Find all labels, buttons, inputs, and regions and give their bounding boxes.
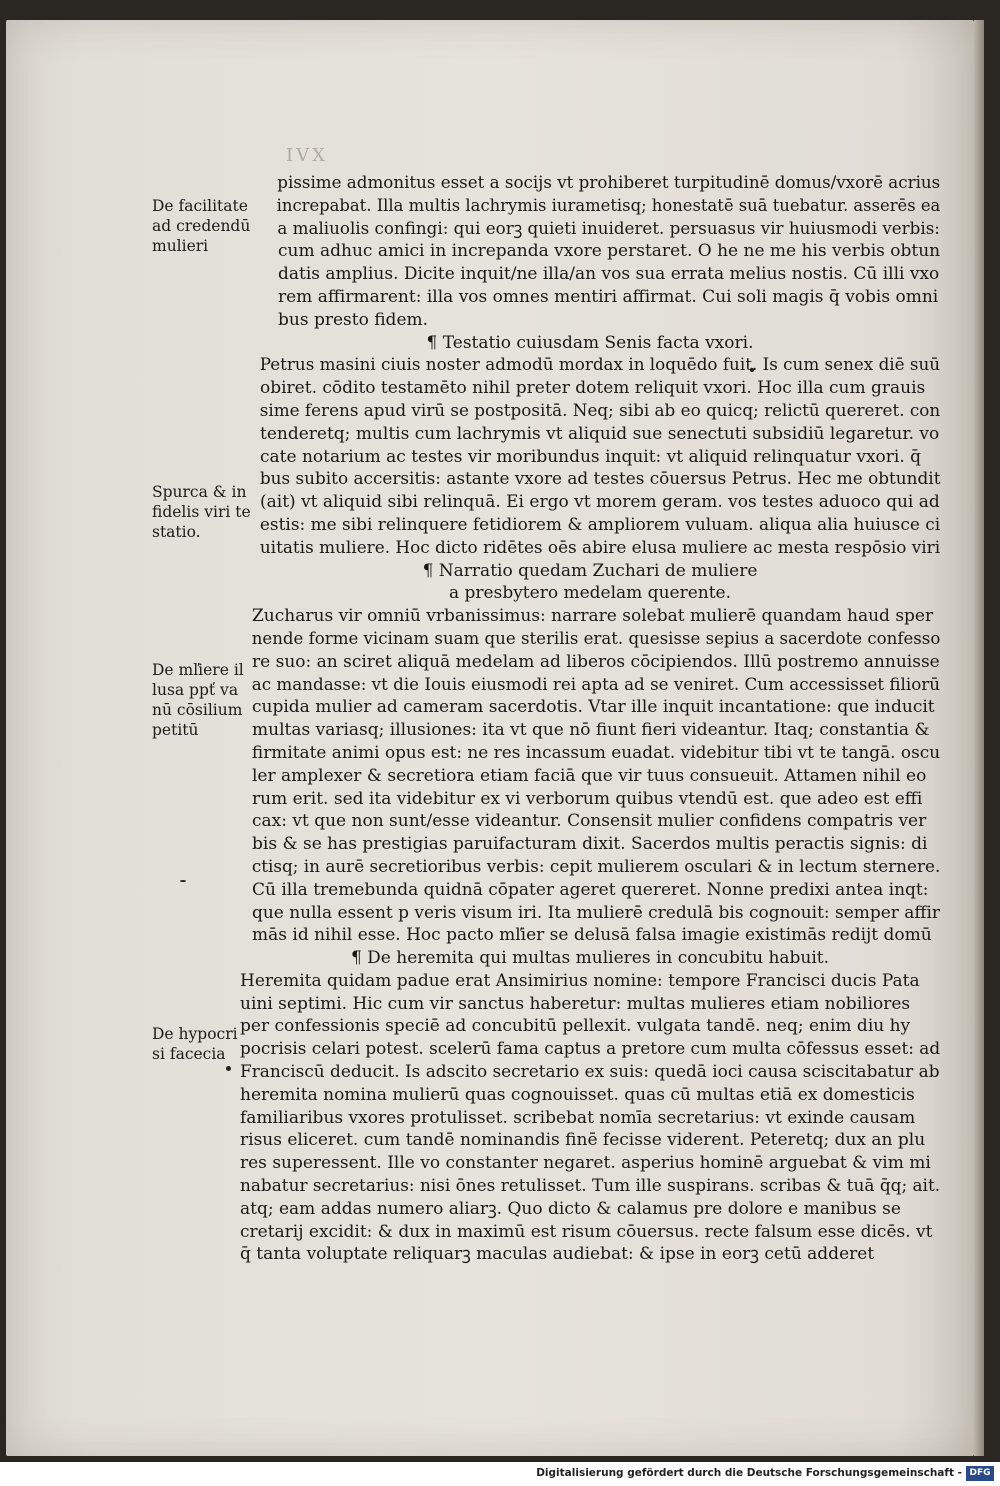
text-line: bus presto fidem. bbox=[278, 309, 429, 330]
margin-note-line: ad credendū bbox=[152, 217, 251, 235]
text-line: tenderetq; multis cum lachrymis vt aliquid sue senectuti subsidiū legaretur. vo bbox=[260, 423, 940, 444]
text-line: heremita nomina mulierū quas cognouisset. quas cū multas etiā ex domesticis bbox=[240, 1084, 915, 1105]
text-line: a maliuolis confingi: qui eorꝫ quieti inuideret. persuasus vir huiusmodi verbis: bbox=[277, 218, 940, 239]
margin-note-line: petitū bbox=[152, 721, 199, 739]
running-head: IVX bbox=[286, 145, 328, 166]
text-line: ac mandasse: vt die Iouis eiusmodi rei apta ad se veniret. Cum accessisset filiorū bbox=[251, 674, 941, 695]
text-line: risus eliceret. cum tandē nominandis finē fecisse viderent. Peteretq; dux an plu bbox=[240, 1130, 926, 1151]
margin-note-line: mulieri bbox=[152, 237, 209, 255]
text-line: Petrus masini ciuis noster admodū mordax in loquēdo fuit. Is cum senex diē suū bbox=[259, 355, 941, 376]
text-line: pissime admonitus esset a socijs vt prohiberet turpitudinē domus/vxorē acrius bbox=[277, 173, 941, 193]
text-line: cax: vt que non sunt/esse videantur. Consensit mulier confidens compatris ver bbox=[252, 811, 927, 832]
text-line: cate notarium ac testes vir moribundus inquit: vt aliquid relinquatur vxori. q̄ bbox=[260, 446, 922, 467]
section-heading: ¶ Narratio quedam Zuchari de muliere bbox=[422, 560, 758, 581]
margin-note-line: Spurca & in bbox=[152, 483, 247, 501]
text-line: (ait) vt aliquid sibi relinquā. Ei ergo vt morem geram. vos testes aduoco qui ad bbox=[260, 492, 940, 513]
ink-speck bbox=[180, 880, 186, 882]
margin-note-line: statio. bbox=[152, 523, 201, 541]
dfg-logo-icon: DFG bbox=[966, 1466, 994, 1481]
text-line: mās id nihil esse. Hoc pacto mľier se delusā falsa imagie existimās redijt domū bbox=[252, 925, 932, 946]
text-line: rum erit. sed ita videbitur ex vi verborum quibus vtendū est. que adeo est effi bbox=[252, 788, 923, 809]
text-line: Cū illa tremebunda quidnā cōpater ageret quereret. Nonne predixi antea inqt: bbox=[252, 879, 929, 900]
text-line: multas variasq; illusiones: ita vt que nō fiunt fieri videantur. Itaq; constantia & bbox=[252, 720, 930, 741]
text-line: pocrisis celari potest. scelerū fama captus a pretore cum multa cōfessus esset: ad bbox=[240, 1039, 941, 1060]
page-edge bbox=[974, 20, 984, 1456]
text-line: familiaribus vxores protulisset. scribebat nomīa secretarius: vt exinde causam bbox=[240, 1107, 916, 1128]
text-line: Heremita quidam padue erat Ansimirius nomine: tempore Francisci ducis Pata bbox=[240, 970, 920, 991]
text-line: per confessionis speciē ad concubitū pellexit. vulgata tandē. neq; enim diu hy bbox=[240, 1016, 911, 1037]
text-line: bus subito accersitis: astante vxore ad testes cōuersus Petrus. Hec me obtundit bbox=[259, 469, 941, 490]
text-line: que nulla essent p veris visum iri. Ita mulierē credulā bis cognouit: semper affir bbox=[251, 902, 941, 923]
margin-note-line: lusa ppť va bbox=[152, 681, 239, 699]
text-line: ctisq; in aurē secretioribus verbis: cepit mulierem osculari & in lectum sternere. bbox=[251, 856, 941, 877]
text-line: res superessent. Ille vo constanter negaret. asperius hominē arguebat & vim mi bbox=[240, 1153, 931, 1174]
section-heading: ¶ Testatio cuiusdam Senis facta vxori. bbox=[426, 332, 754, 353]
margin-note-line: si facecia bbox=[152, 1045, 226, 1063]
footer-credit: Digitalisierung gefördert durch die Deutsche Forschungsgemeinschaft - bbox=[536, 1467, 962, 1479]
text-line: uini septimi. Hic cum vir sanctus haberetur: multas mulieres etiam nobiliores bbox=[240, 993, 911, 1014]
section-heading: ¶ De heremita qui multas mulieres in concubitu habuit. bbox=[350, 948, 830, 969]
text-line: nabatur secretarius: nisi ōnes retulisset. Tum ille suspirans. scribas & tuā q̄q; ait. bbox=[240, 1176, 941, 1197]
text-line bbox=[240, 1266, 940, 1289]
section-heading: a presbytero medelam querente. bbox=[448, 583, 732, 604]
text-line: Franciscū deducit. Is adscito secretario ex suis: quedā ioci causa sciscitabatur ab bbox=[240, 1062, 940, 1083]
text-line: q̄ tanta voluptate reliquarꝫ maculas audiebat: & ipse in eorꝫ cetū adderet bbox=[240, 1244, 875, 1265]
text-line: firmitate animi opus est: ne res incassum euadat. videbitur tibi vt te tangā. oscu bbox=[251, 742, 941, 763]
margin-note-line: De hypocri bbox=[152, 1025, 238, 1043]
text-line: ler amplexer & secretiora etiam faciā que vir tuus consueuit. Attamen nihil eo bbox=[252, 765, 927, 786]
text-line: cupida mulier ad cameram sacerdotis. Vtar ille inquit incantatione: que inducit bbox=[252, 697, 935, 718]
margin-note-line: nū cōsilium bbox=[152, 701, 243, 719]
text-line: sime ferens apud virū se postpositā. Neq; sibi ab eo quicq; relictū quereret. con bbox=[259, 400, 941, 421]
footer-bar bbox=[0, 1462, 1000, 1486]
text-line: Zucharus vir omniū vrbanissimus: narrare solebat mulierē quandam haud sper bbox=[252, 606, 934, 627]
ink-speck bbox=[226, 1066, 231, 1071]
margin-note-line: fidelis viri te bbox=[152, 503, 251, 521]
text-line: obiret. cōdito testamēto nihil preter dotem reliquit vxori. Hoc illa cum grauis bbox=[260, 378, 926, 399]
text-line: rem affirmarent: illa vos omnes mentiri affirmat. Cui soli magis q̄ vobis omni bbox=[278, 286, 939, 307]
text-line: cum adhuc amici in increpanda vxore perstaret. O he ne me his verbis obtun bbox=[278, 241, 941, 262]
main-text-block bbox=[240, 172, 940, 1289]
text-line: atq; eam addas numero aliarꝫ. Quo dicto & calamus pre dolore e manibus se bbox=[240, 1198, 901, 1219]
text-line: re suo: an sciret aliquā medelam ad liberos cōcipiendos. Illū postremo annuisse bbox=[252, 651, 940, 672]
text-line: uitatis muliere. Hoc dicto ridētes oēs abire elusa muliere ac mesta respōsio viri bbox=[259, 537, 941, 558]
text-line: nende forme vicinam suam que sterilis erat. quesisse sepius a sacerdote confesso bbox=[251, 628, 941, 649]
text-line: cretarij excidit: & dux in maximū est risum cōuersus. recte falsum esse dicēs. vt bbox=[240, 1221, 933, 1242]
margin-note-line: De mľiere il bbox=[152, 661, 244, 679]
text-line: estis: me sibi relinquere fetidiorem & ampliorem vuluam. aliqua alia huiusce ci bbox=[259, 514, 941, 535]
text-line: datis amplius. Dicite inquit/ne illa/an vos sua errata melius nostis. Cū illi vxo bbox=[278, 264, 940, 285]
margin-note-line: De facilitate bbox=[152, 197, 248, 215]
text-line: bis & se has prestigias paruifacturam dixit. Sacerdos multis peractis signis: di bbox=[252, 834, 928, 855]
text-line: increpabat. Illa multis lachrymis iurametisq; honestatē suā tuebatur. asserēs ea bbox=[276, 195, 941, 216]
